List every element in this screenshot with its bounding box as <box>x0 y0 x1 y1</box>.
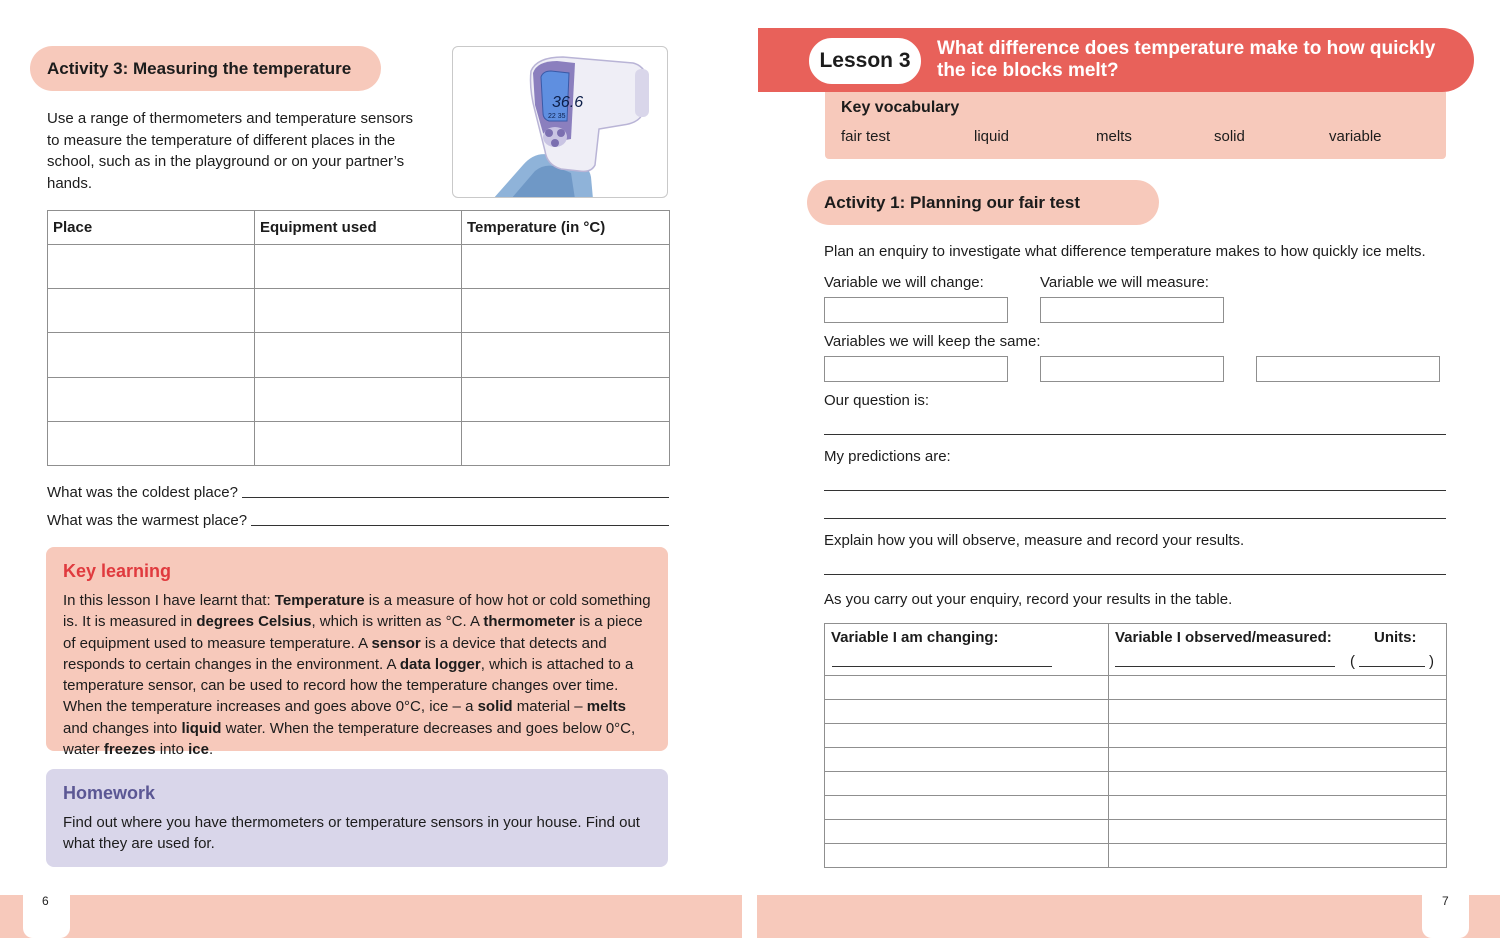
coldest-place-label: What was the coldest place? <box>47 484 238 501</box>
table-cell[interactable] <box>48 333 255 377</box>
table-cell[interactable] <box>1109 700 1447 724</box>
key-term: Temperature <box>274 592 365 609</box>
table-cell[interactable] <box>825 700 1109 724</box>
table-cell[interactable] <box>825 796 1109 820</box>
key-term: liquid <box>181 719 222 737</box>
table-row <box>48 377 670 421</box>
key-vocabulary-box <box>825 92 1446 159</box>
table-row <box>48 245 670 289</box>
key-term: sensor <box>371 634 421 652</box>
predictions-answer-line[interactable] <box>824 490 1446 491</box>
changing-header-label: Variable I am changing: <box>831 629 999 646</box>
predictions-label: My predictions are: <box>824 448 951 465</box>
units-close-paren: ) <box>1429 653 1434 670</box>
table-cell[interactable] <box>1109 820 1447 844</box>
table-cell[interactable] <box>1109 748 1447 772</box>
warmest-place-answer-line[interactable] <box>251 525 669 526</box>
table-cell[interactable] <box>255 421 462 465</box>
temperature-record-table <box>47 210 670 466</box>
key-term: melts <box>586 698 626 716</box>
key-term: degrees Celsius <box>196 613 312 631</box>
table-cell[interactable] <box>48 289 255 333</box>
variable-same-field[interactable] <box>1040 356 1224 382</box>
table-cell[interactable] <box>462 421 670 465</box>
thermometer-photo <box>452 46 668 198</box>
vocab-word: variable <box>1329 128 1382 145</box>
key-term: freezes <box>103 741 156 759</box>
activity-3-instructions: Use a range of thermometers and temperature sensors to measure the temperature of different places in the school, such as in the playground or on your partner’s hands. <box>47 110 414 192</box>
table-header-temperature: Temperature (in °C) <box>462 211 670 245</box>
variable-same-field[interactable] <box>1256 356 1440 382</box>
table-row <box>48 289 670 333</box>
table-row <box>825 700 1447 724</box>
homework-box <box>46 769 668 867</box>
homework-title: Homework <box>63 783 156 803</box>
variable-change-label: Variable we will change: <box>824 274 984 291</box>
table-header-row <box>48 211 670 245</box>
homework-text: Find out where you have thermometers or temperature sensors in your house. Find out what they are used for. <box>63 814 640 853</box>
table-cell[interactable] <box>255 377 462 421</box>
activity-1-heading: Activity 1: Planning our fair test <box>807 180 1159 225</box>
plan-instructions: Plan an enquiry to investigate what difference temperature makes to how quickly ice melts. <box>824 243 1426 260</box>
right-page-number: 7 <box>1442 894 1449 908</box>
table-cell[interactable] <box>825 724 1109 748</box>
table-row <box>825 772 1447 796</box>
table-cell[interactable] <box>255 333 462 377</box>
table-row <box>825 844 1447 868</box>
table-cell[interactable] <box>825 676 1109 700</box>
table-cell[interactable] <box>1109 676 1447 700</box>
question-answer-line[interactable] <box>824 434 1446 435</box>
key-learning-text: In this lesson I have learnt that: Temperature is a measure of how hot or cold something is. It is measured in degrees Celsius, which is written as °C. A thermometer is a piece of equipment used to measure temperature. A sensor is a device that detects and responds to certain changes in the environment. A data logger, which is attached to a temperature sensor, can be used to record how the temperature changes over time. When the temperature increases and goes above 0°C, ice – a solid material – melts and changes into liquid water. When the temperature decreases and goes below 0°C, water freezes into ice. <box>63 592 651 759</box>
table-row <box>825 796 1447 820</box>
table-cell[interactable] <box>825 844 1109 868</box>
svg-text:36.6: 36.6 <box>552 94 584 111</box>
lesson-title: What difference does temperature make to how quickly the ice blocks melt? <box>937 38 1436 81</box>
record-instructions: As you carry out your enquiry, record your results in the table. <box>824 591 1233 608</box>
table-cell[interactable] <box>48 421 255 465</box>
table-row <box>48 421 670 465</box>
table-cell[interactable] <box>462 245 670 289</box>
table-cell[interactable] <box>1109 724 1447 748</box>
table-row <box>825 748 1447 772</box>
key-term: thermometer <box>483 613 576 631</box>
predictions-answer-line[interactable] <box>824 518 1446 519</box>
question-label: Our question is: <box>824 392 930 409</box>
key-learning-box <box>46 547 668 759</box>
table-cell[interactable] <box>825 772 1109 796</box>
vocab-word: solid <box>1214 128 1245 145</box>
table-row <box>825 724 1447 748</box>
lesson-label: Lesson 3 <box>807 36 923 86</box>
results-header-changing <box>825 624 1109 676</box>
units-answer-line[interactable] <box>1359 666 1425 667</box>
table-cell[interactable] <box>255 245 462 289</box>
table-row <box>48 333 670 377</box>
warmest-place-question <box>47 512 669 529</box>
results-header-observed <box>1109 624 1447 676</box>
table-header-equipment: Equipment used <box>255 211 462 245</box>
infrared-thermometer-icon <box>453 47 668 198</box>
warmest-place-label: What was the warmest place? <box>47 512 248 529</box>
variable-change-field[interactable] <box>824 297 1008 323</box>
key-term: solid <box>477 698 513 716</box>
explain-label: Explain how you will observe, measure and record your results. <box>824 532 1245 549</box>
table-cell[interactable] <box>462 333 670 377</box>
table-cell[interactable] <box>1109 796 1447 820</box>
activity-3-heading: Activity 3: Measuring the temperature <box>30 46 381 91</box>
table-cell[interactable] <box>1109 772 1447 796</box>
key-term: ice <box>188 741 209 759</box>
key-learning-title: Key learning <box>63 561 172 581</box>
left-page-number: 6 <box>42 894 49 908</box>
right-footer-band <box>757 895 1500 938</box>
svg-text:22 35: 22 35 <box>548 113 566 120</box>
key-term: data logger <box>399 655 481 673</box>
results-header-row <box>825 624 1447 676</box>
table-cell[interactable] <box>825 820 1109 844</box>
table-cell[interactable] <box>462 377 670 421</box>
observed-header-label: Variable I observed/measured: <box>1115 629 1332 646</box>
key-vocabulary-title: Key vocabulary <box>841 99 960 116</box>
changing-name-line[interactable] <box>832 666 1052 667</box>
table-row <box>825 820 1447 844</box>
vocab-word: melts <box>1096 128 1132 145</box>
coldest-place-answer-line[interactable] <box>242 497 669 498</box>
coldest-place-question <box>47 484 669 501</box>
left-footer-band <box>0 895 742 938</box>
table-cell[interactable] <box>462 289 670 333</box>
units-label: Units: <box>1374 629 1417 646</box>
results-table <box>824 623 1447 868</box>
variable-measure-label: Variable we will measure: <box>1040 274 1209 291</box>
variable-same-field[interactable] <box>824 356 1008 382</box>
table-cell[interactable] <box>48 377 255 421</box>
table-row <box>825 676 1447 700</box>
table-header-place: Place <box>48 211 255 245</box>
table-cell[interactable] <box>48 245 255 289</box>
observed-name-line[interactable] <box>1115 666 1335 667</box>
vocab-word: fair test <box>841 128 891 145</box>
explain-answer-line[interactable] <box>824 574 1446 575</box>
table-cell[interactable] <box>825 748 1109 772</box>
units-open-paren: ( <box>1350 653 1355 670</box>
vocab-word: liquid <box>974 128 1010 145</box>
variables-same-label: Variables we will keep the same: <box>824 333 1041 350</box>
variable-measure-field[interactable] <box>1040 297 1224 323</box>
table-cell[interactable] <box>1109 844 1447 868</box>
table-cell[interactable] <box>255 289 462 333</box>
